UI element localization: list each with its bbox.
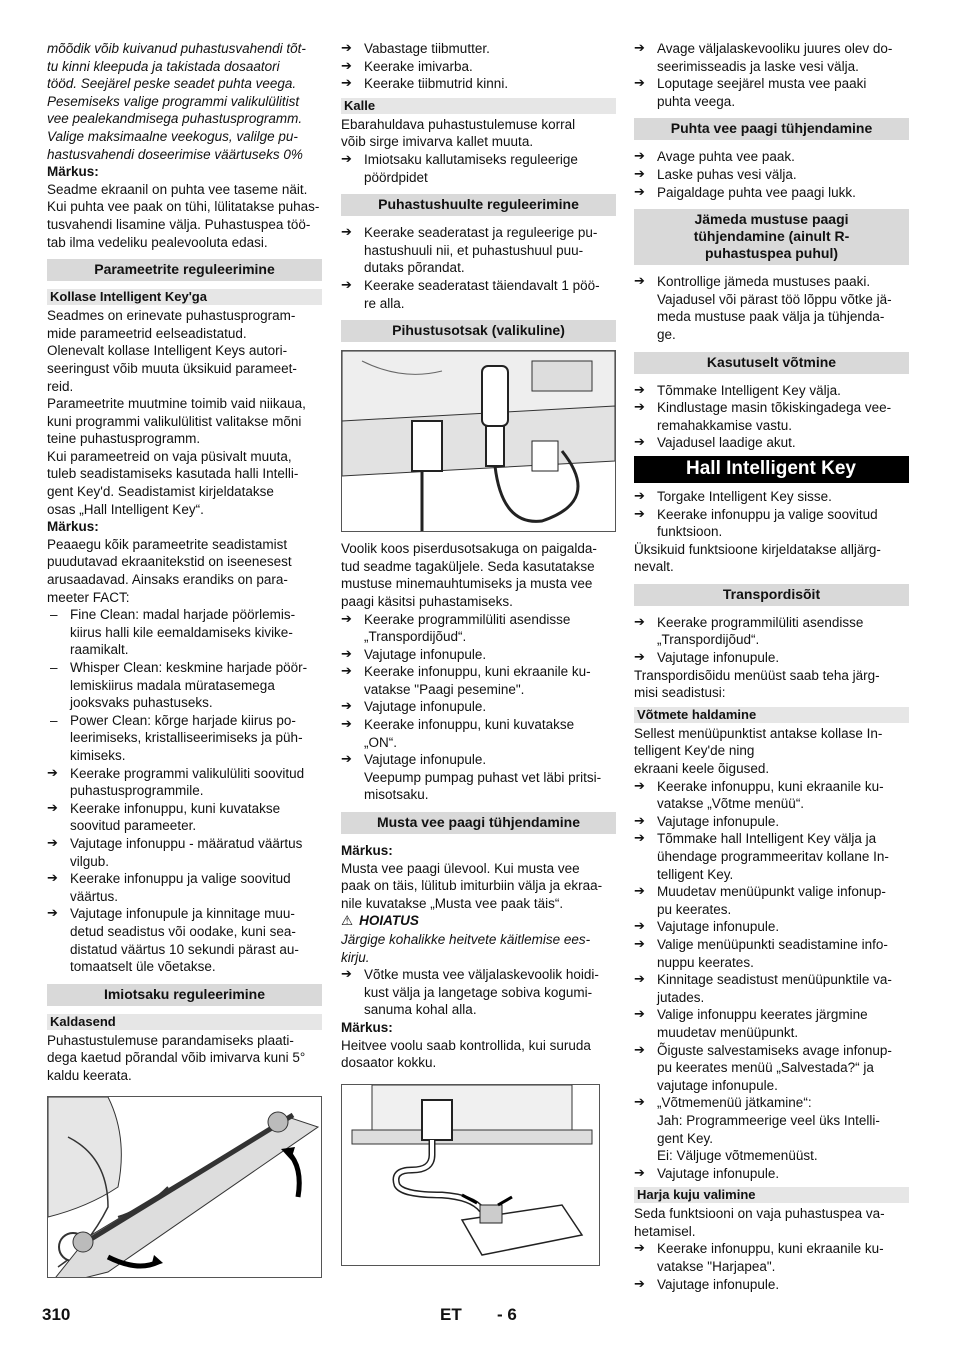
dirty-text: Musta vee paagi ülevool. Kui musta vee paak on täis, lülitub imiturbiin välja ja ekraa- nile kuvatakse „Musta vee paak täis“. <box>341 860 603 911</box>
kalle-text: Ebarahuldava puhastustulemuse korral võib sirge imivarva kallet muuta. <box>341 116 576 150</box>
step-item: ➔ Tõmmake hall Intelligent Key välja ja ühendage programmeeritav kollane In- telligent Key. <box>634 830 909 883</box>
list-item: – Whisper Clean: keskmine harjade pöör- lemiskiirus madala müratasemega jooksvaks puhastuseks. <box>47 659 322 712</box>
step-item: ➔ Vajutage infonupule. Veepump pumpag puhast vet läbi pritsi- misotsaku. <box>341 751 616 804</box>
intro-text: mõõdik võib kuivanud puhastusvahendi tõt- tu kinni kleepuda ja takistada dosaatori tööd. Seejärel peske seadet puhta veega. Pesemiseks valige programmi valikulülitist vee pealekandmisega puhastusprogramm. Valige maksimaalne veekogus, valilge pu- hastusvahendi doseerimise väärtuseks 0% <box>47 41 306 162</box>
step-item: ➔ Tõmmake Intelligent Key välja. <box>634 382 909 400</box>
step-item: ➔ Vabastage tiibmutter. <box>341 40 616 58</box>
grey-key-text: Üksikuid funktsioone kirjeldatakse alljärg- nevalt. <box>634 541 881 575</box>
column-middle <box>341 40 616 1274</box>
step-item: ➔ Vajutage infonupule. <box>634 1165 909 1183</box>
language-code: ET <box>440 1305 462 1324</box>
step-item: ➔ Vajutage infonupule. <box>634 918 909 936</box>
section-heading-parameters: Parameetrite reguleerimine <box>47 259 322 281</box>
warning-label: ⚠ HOIATUS <box>341 913 419 930</box>
note-text: Seadme ekraanil on puhta vee taseme näit. Kui puhta vee paak on tühi, lülitatakse puhas- tusvahendi lisamine välja. Puhastuspea töö- tab ilma vedeliku pealevooluta edasi. <box>47 181 320 250</box>
step-item: ➔ Vajutage infonupule. <box>341 646 616 664</box>
step-item: ➔ Vajutage infonupule. <box>634 1276 909 1294</box>
section-heading-transport: Transpordisõit <box>634 584 909 606</box>
step-item: ➔ Keerake programmilüliti asendisse „Transpordijõud“. <box>634 614 909 649</box>
step-item: ➔ „Võtmemenüü jätkamine“: Jah: Programmeerige veel üks Intelli- gent Key. Ei: Väljuge võtmemenüüst. <box>634 1094 909 1164</box>
section-heading-decommission: Kasutuselt võtmine <box>634 352 909 374</box>
yellow-key-text: Seadmes on erinevate puhastusprogram- mide parameetrid eelseadistatud. Olenevalt kollase Intelligent Keys autori- seeringust võib muuta üksikuid parameet- reid. Parameetrite muutmine toimib vaid niikaua, kuni programmi valikulülitist valitakse mõni teine puhastusprogramm. Kui parameetreid on vaja püsivalt muuta, tuleb seadistamiseks kasutada halli Intelli- gent Key'd. Seadistamist kirjeldatakse osas „Hall Intelligent Key“. <box>47 308 306 517</box>
note-label: Märkus: <box>341 843 393 859</box>
step-item: ➔ Keerake infonuppu, kuni ekraanile ku- vatakse "Paagi pesemine". <box>341 663 616 698</box>
transport-text: Transpordisõidu menüüst saab teha järg- misi seadistusi: <box>634 667 880 701</box>
section-heading-spray: Pihustusotsak (valikuline) <box>341 320 616 342</box>
subheading-tilt: Kaldasend <box>47 1014 322 1030</box>
warning-text: Järgige kohalikke heitvete käitlemise ees- kirju. <box>341 932 591 965</box>
column-right <box>634 40 909 1293</box>
spray-text: Voolik koos piserdusotsakuga on paigalda- tud seadme tagaküljele. Seda kasutatakse mustuse minemauhtumiseks ja musta vee paagi käsitsi puhastamiseks. <box>341 541 597 609</box>
step-item: ➔ Keerake infonuppu, kuni kuvatakse „ON“. <box>341 716 616 751</box>
drain-hose-illustration <box>342 1085 599 1265</box>
step-item: ➔ Vajutage infonupule. <box>634 649 909 667</box>
subheading-kalle: Kalle <box>341 98 616 114</box>
subheading-yellow-key: Kollase Intelligent Key'ga <box>47 289 322 305</box>
step-item: ➔ Vajutage infonupule. <box>341 698 616 716</box>
chapter-heading-grey-key: Hall Intelligent Key <box>634 456 909 483</box>
step-item: ➔ Vajutage infonuppu - määratud väärtus vilgub. <box>47 835 322 870</box>
step-item: ➔ Keerake infonuppu ja valige soovitud väärtus. <box>47 870 322 905</box>
step-item: ➔ Vajadusel laadige akut. <box>634 434 909 452</box>
step-item: ➔ Keerake infonuppu, kuni kuvatakse soovitud parameeter. <box>47 800 322 835</box>
section-heading-coarse-dirt: Jämeda mustuse paagi tühjendamine (ainult R- puhastuspea puhul) <box>634 209 909 265</box>
step-item: ➔ Keerake infonuppu, kuni ekraanile ku- vatakse „Võtme menüü“. <box>634 778 909 813</box>
step-item: ➔ Kindlustage masin tõkiskingadega vee- remahakkamise vastu. <box>634 399 909 434</box>
step-item: ➔ Imiotsaku kallutamiseks reguleerige pöördpidet <box>341 151 616 186</box>
step-item: ➔ Paigaldage puhta vee paagi lukk. <box>634 184 909 202</box>
figure-spray-nozzle <box>341 350 616 532</box>
step-item: ➔ Valige menüüpunkti seadistamine info- nuppu keerates. <box>634 936 909 971</box>
step-item: ➔ Loputage seejärel musta vee paaki puhta veega. <box>634 75 909 110</box>
step-item: ➔ Keerake programmi valikulüliti soovitud puhastusprogrammile. <box>47 765 322 800</box>
figure-drain-hose <box>341 1084 600 1266</box>
step-item: ➔ Muudetav menüüpunkt valige infonup- pu keerates. <box>634 883 909 918</box>
step-item: ➔ Keerake tiibmutrid kinni. <box>341 75 616 93</box>
section-heading-dirty-tank: Musta vee paagi tühjendamine <box>341 812 616 834</box>
step-item: ➔ Keerake seaderatast ja reguleerige pu- hastushuuli nii, et puhastushuul puu- dutaks põrandat. <box>341 224 616 277</box>
step-item: ➔ Vajutage infonupule ja kinnitage muu- detud seadistus või oodake, kuni sea- distatud väärtus 10 sekundi pärast au- tomaatselt üle võetakse. <box>47 905 322 975</box>
list-item: – Fine Clean: madal harjade pöörlemis- kiirus halli kile eemaldamiseks kivike- raamikalt. <box>47 606 322 659</box>
section-heading-clean-tank: Puhta vee paagi tühjendamine <box>634 118 909 140</box>
step-item: ➔ Laske puhas vesi välja. <box>634 166 909 184</box>
note-label: Märkus: <box>47 519 99 535</box>
step-item: ➔ Keerake infonuppu, kuni ekraanile ku- vatakse "Harjapea". <box>634 1240 909 1275</box>
section-heading-suction: Imiotsaku reguleerimine <box>47 984 322 1006</box>
step-item: ➔ Kinnitage seadistust menüüpunktile va- jutades. <box>634 971 909 1006</box>
note-text: Heitvee voolu saab kontrollida, kui suruda dosaator kokku. <box>341 1037 591 1071</box>
step-item: ➔ Keerake infonuppu ja valige soovitud funktsioon. <box>634 506 909 541</box>
subheading-key-management: Võtmete haldamine <box>634 707 909 723</box>
step-item: ➔ Keerake imivarba. <box>341 58 616 76</box>
step-item: ➔ Torgake Intelligent Key sisse. <box>634 488 909 506</box>
warning-triangle-icon: ⚠ <box>341 913 354 930</box>
step-item: ➔ Õiguste salvestamiseks avage infonup- pu keerates menüü „Salvestada?“ ja vajutage infonupule. <box>634 1042 909 1095</box>
note-label: Märkus: <box>341 1019 393 1035</box>
note-label: Märkus: <box>47 164 99 180</box>
squeegee-illustration <box>48 1097 321 1277</box>
step-item: ➔ Valige infonuppu keerates järgmine muudetav menüüpunkt. <box>634 1006 909 1041</box>
step-item: ➔ Keerake programmilüliti asendisse „Transpordijõud“. <box>341 611 616 646</box>
column-left <box>47 40 322 1286</box>
key-management-text: Sellest menüüpunktist antakse kollase In- telligent Key'de ning ekraani keele õigused. <box>634 725 883 777</box>
subheading-brush-shape: Harja kuju valimine <box>634 1187 909 1203</box>
figure-squeegee <box>47 1096 322 1278</box>
page-number: 310 <box>42 1305 71 1324</box>
step-item: ➔ Avage väljalaskevooliku juures olev do- seerimisseadis ja laske vesi välja. <box>634 40 909 75</box>
section-heading-nozzle: Puhastushuulte reguleerimine <box>341 194 616 216</box>
brush-text: Seda funktsiooni on vaja puhastuspea va- hetamisel. <box>634 1206 885 1239</box>
step-item: ➔ Võtke musta vee väljalaskevoolik hoidi- kust välja ja langetage sobiva kogumi- sanuma kohal alla. <box>341 966 616 1019</box>
spray-nozzle-illustration <box>342 351 615 531</box>
list-item: – Power Clean: kõrge harjade kiirus po- leerimiseks, kristalliseerimiseks ja püh- kimiseks. <box>47 712 322 765</box>
step-item: ➔ Kontrollige jämeda mustuses paaki. Vajadusel või pärast töö lõppu võtke jä- meda mustuse paak välja ja tühjenda- ge. <box>634 273 909 343</box>
step-item: ➔ Vajutage infonupule. <box>634 813 909 831</box>
step-item: ➔ Keerake seaderatast täiendavalt 1 pöö- re alla. <box>341 277 616 312</box>
step-item: ➔ Avage puhta vee paak. <box>634 148 909 166</box>
sub-page-number: - 6 <box>497 1305 517 1324</box>
tilt-text: Puhastustulemuse parandamiseks plaati- dega kaetud põrandal võib imivarva kuni 5° kaldu keerata. <box>47 1032 306 1083</box>
note-text: Peaaegu kõik parameetrite seadistamist puudutavad ekraanitekstid on iseenesest arusaadavad. Ainsaks erandiks on para- meeter FACT: <box>47 536 292 605</box>
